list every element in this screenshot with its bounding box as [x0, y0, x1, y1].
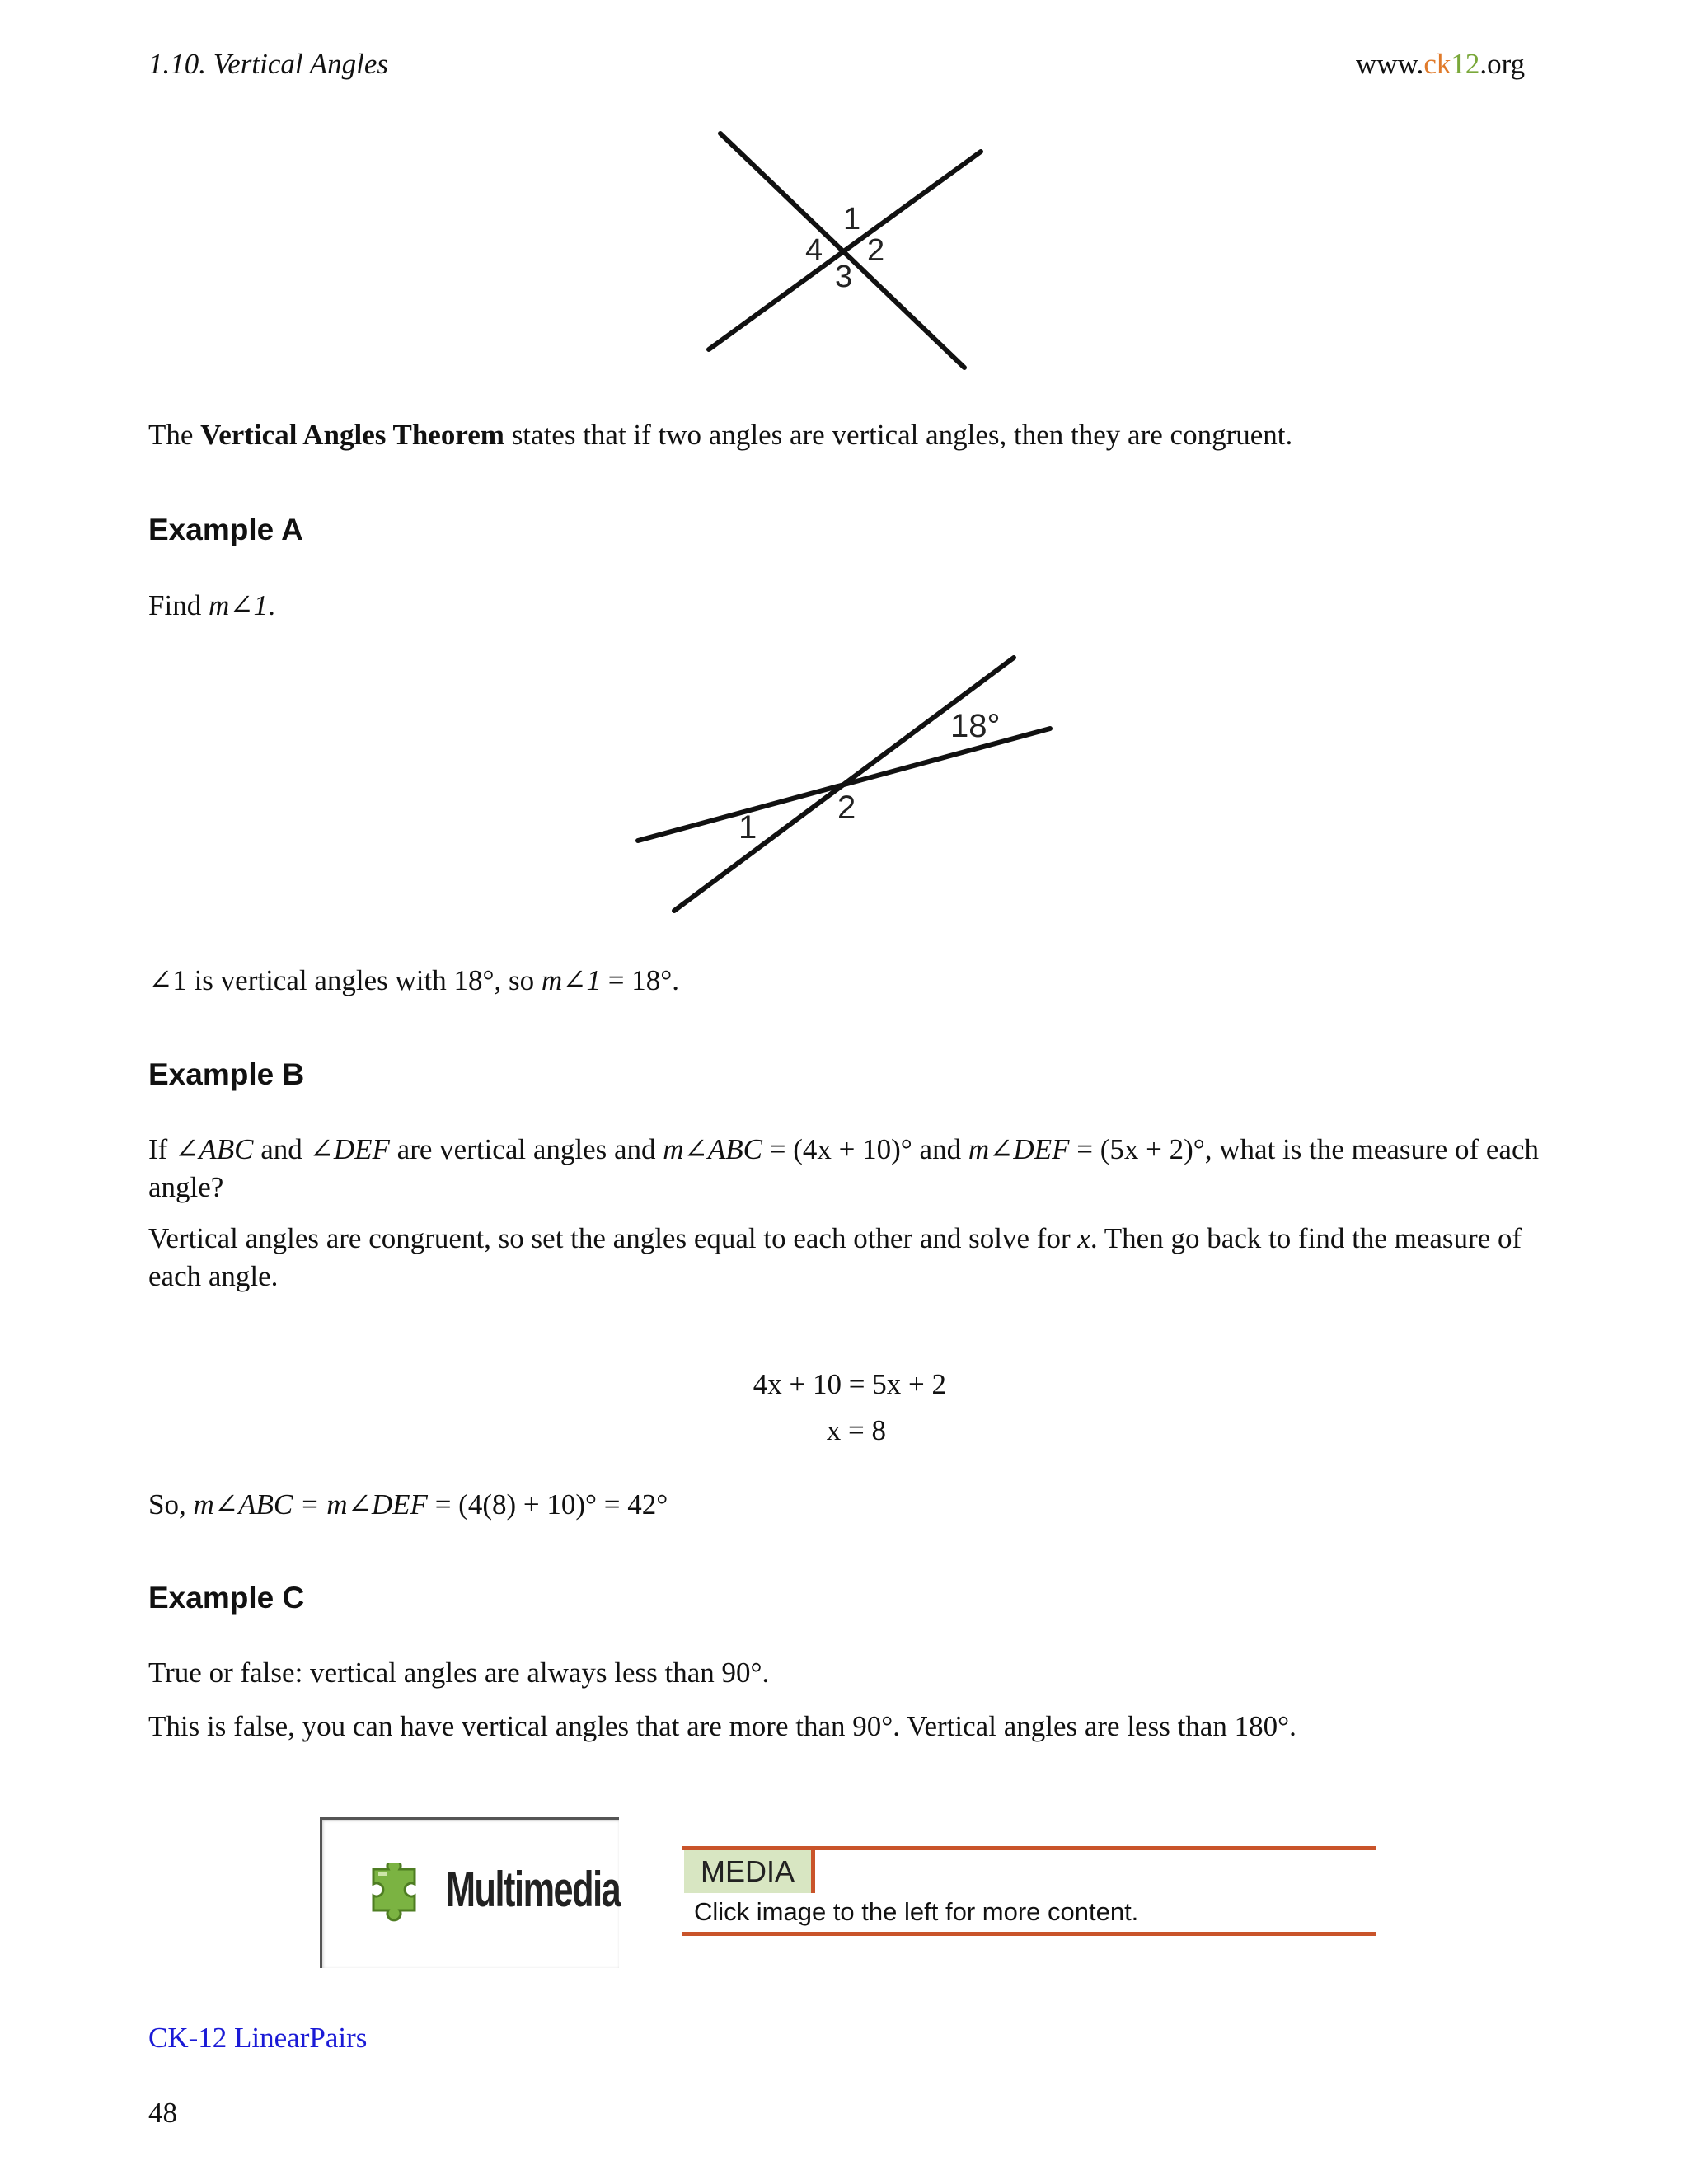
angle-label-2: 2 — [867, 233, 885, 268]
puzzle-icon — [362, 1863, 426, 1925]
example-c-heading: Example C — [148, 1581, 305, 1615]
answer-a: ∠1 is vertical angles with 18°, so — [148, 964, 542, 996]
angle-label-3: 3 — [835, 260, 853, 294]
page-number: 48 — [148, 2097, 177, 2129]
angle-2-label: 2 — [837, 790, 856, 826]
example-a-heading: Example A — [148, 513, 303, 546]
q-math: m∠DEF — [968, 1133, 1070, 1165]
equation-line-2: x = 8 — [826, 1414, 886, 1446]
ck12-linearpairs-link[interactable]: CK-12 LinearPairs — [148, 2022, 368, 2054]
site-prefix: www. — [1356, 48, 1424, 80]
angle-label-1: 1 — [843, 202, 861, 237]
prompt-post: . — [268, 589, 275, 621]
q-part: = (4x + 10)° and — [762, 1133, 968, 1165]
example-b-result — [148, 1486, 1541, 1524]
line-b — [709, 152, 981, 349]
example-b-question — [148, 1131, 1541, 1207]
vertical-angles-figure — [692, 124, 1006, 379]
theorem-post: states that if two angles are vertical angles, then they are congruent. — [504, 419, 1293, 451]
example-a-prompt — [148, 587, 1541, 625]
result-pre: So, — [148, 1488, 194, 1521]
angle-label-4: 4 — [805, 233, 823, 268]
example-a-answer — [148, 962, 1541, 1000]
theorem-paragraph — [148, 416, 1541, 454]
answer-b: = 18°. — [600, 964, 679, 996]
running-header-section: 1.10. Vertical Angles — [148, 48, 388, 80]
answer-math: m∠1 — [541, 964, 601, 996]
q-math: m∠ABC — [663, 1133, 762, 1165]
explain-var: x — [1077, 1222, 1090, 1254]
site-ck: ck — [1423, 48, 1451, 80]
q-part: = (5x + 2)°, what is the measure of each angle? — [148, 1133, 1540, 1203]
example-c-answer: This is false, you can have vertical angles that are more than 90°. Vertical angles are less than 180°. — [148, 1710, 1296, 1742]
equation-line-1: 4x + 10 = 5x + 2 — [753, 1368, 946, 1400]
q-math: ∠DEF — [309, 1133, 390, 1165]
multimedia-card[interactable] — [320, 1817, 619, 1968]
site-12: 12 — [1451, 48, 1480, 80]
prompt-pre: Find — [148, 589, 209, 621]
angle-18-label: 18° — [950, 708, 1001, 744]
steep-line — [674, 658, 1014, 911]
media-tag: MEDIA — [684, 1850, 815, 1893]
result-post: = (4(8) + 10)° = 42° — [427, 1488, 668, 1521]
q-part: If — [148, 1133, 176, 1165]
explain-a: Vertical angles are congruent, so set the angles equal to each other and solve for — [148, 1222, 1078, 1254]
result-math: m∠ABC = m∠DEF — [193, 1488, 428, 1521]
example-b-explanation — [148, 1220, 1541, 1296]
multimedia-label: Multimedia — [446, 1862, 621, 1917]
prompt-math: m∠1 — [208, 589, 269, 621]
example-a-figure — [626, 643, 1055, 919]
media-description: Click image to the left for more content. — [694, 1897, 1139, 1926]
example-b-heading: Example B — [148, 1057, 305, 1091]
q-part: and — [253, 1133, 310, 1165]
site-suffix: .org — [1479, 48, 1526, 80]
theorem-name: Vertical Angles Theorem — [200, 419, 504, 451]
running-header-site[interactable] — [1356, 48, 1525, 81]
q-part: are vertical angles and — [389, 1133, 663, 1165]
q-math: ∠ABC — [175, 1133, 254, 1165]
theorem-pre: The — [148, 419, 201, 451]
explain-b: . Then go back to find the measure of each angle. — [148, 1222, 1522, 1292]
media-box-bottom-rule — [682, 1932, 1376, 1936]
example-c-question: True or false: vertical angles are always less than 90°. — [148, 1657, 770, 1689]
angle-1-label: 1 — [738, 809, 757, 846]
